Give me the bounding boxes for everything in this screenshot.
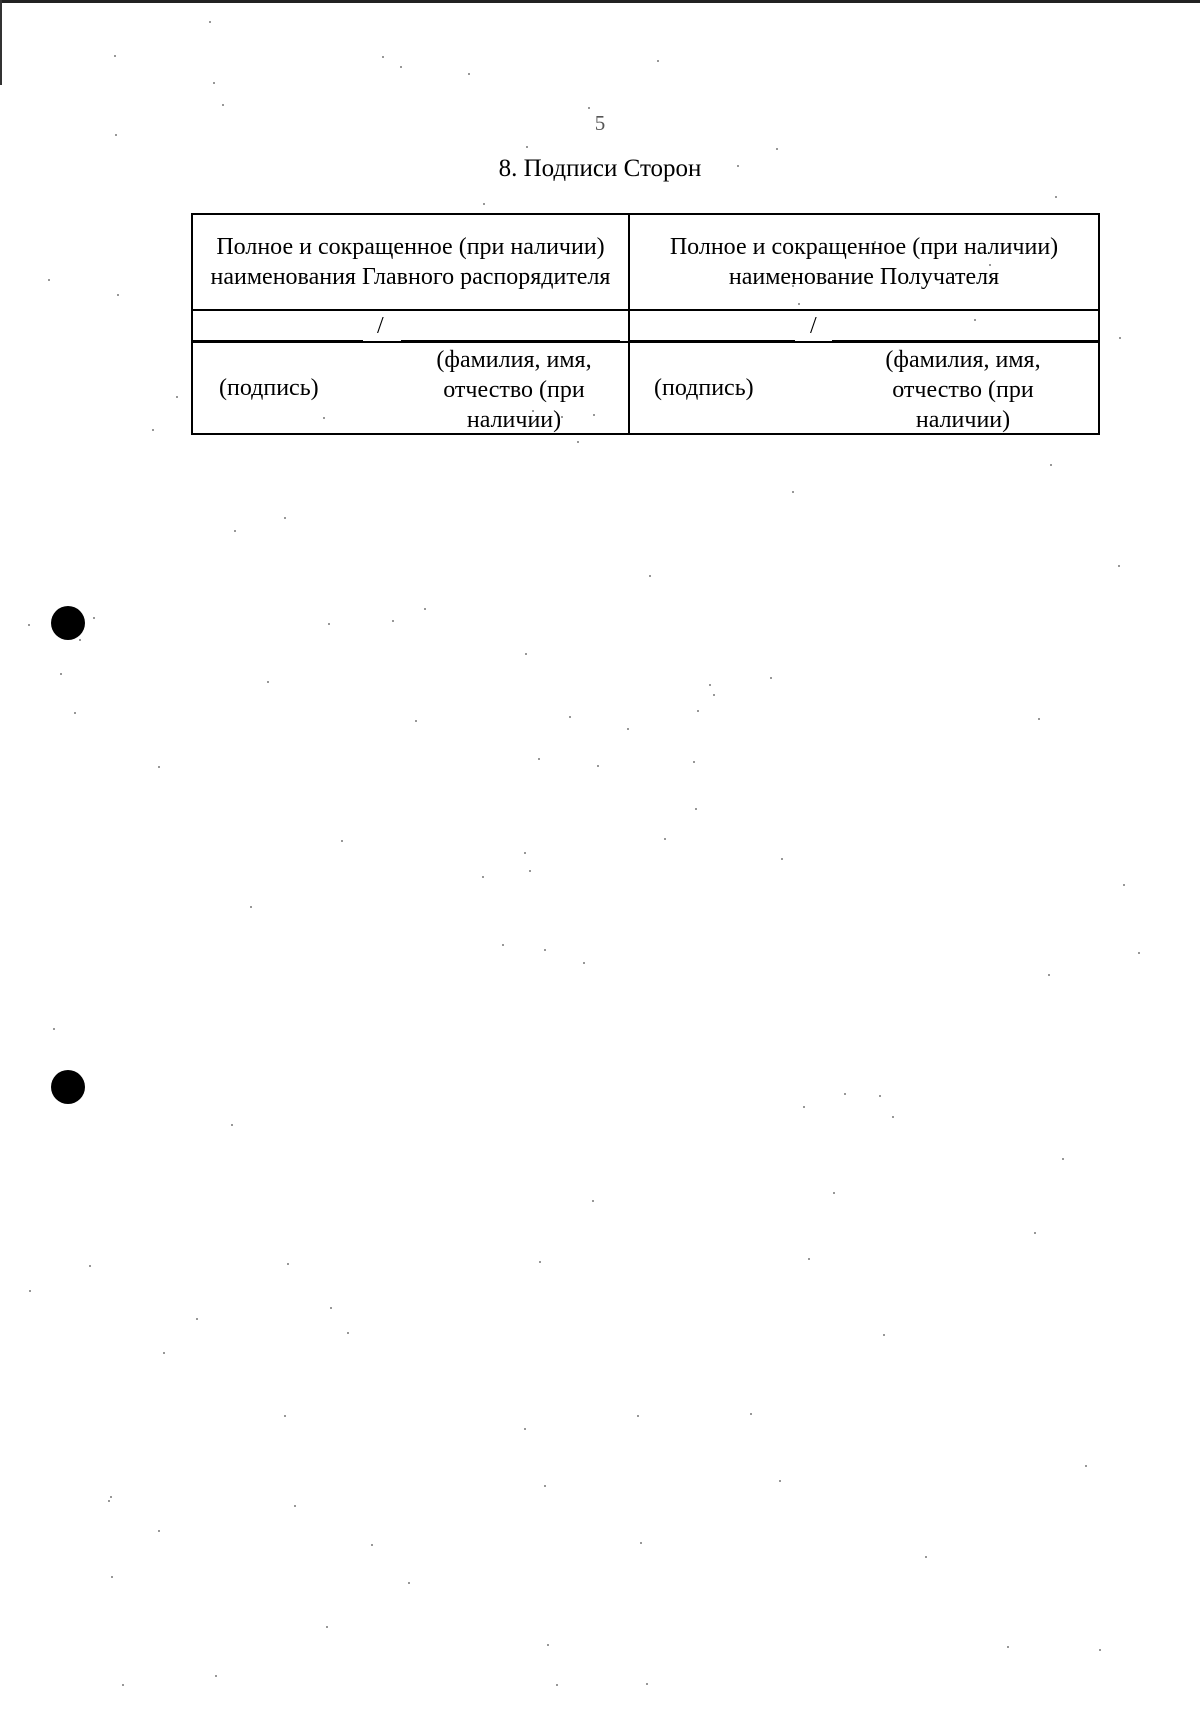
section-title: 8. Подписи Сторон bbox=[498, 155, 702, 182]
scan-speck bbox=[222, 104, 224, 106]
scan-speck bbox=[502, 944, 504, 946]
scan-speck bbox=[1055, 196, 1057, 198]
scan-speck bbox=[79, 639, 81, 641]
scan-speck bbox=[592, 1200, 594, 1202]
scan-speck bbox=[108, 1500, 110, 1502]
scan-speck bbox=[284, 517, 286, 519]
left-party-header: Полное и сокращенное (при наличии) наименования Главного распорядителя bbox=[193, 215, 630, 311]
scan-speck bbox=[538, 758, 540, 760]
scan-speck bbox=[250, 906, 252, 908]
scan-speck bbox=[1119, 337, 1121, 339]
scan-speck bbox=[583, 962, 585, 964]
scan-speck bbox=[627, 728, 629, 730]
scan-speck bbox=[524, 1428, 526, 1430]
scan-speck bbox=[48, 279, 50, 281]
scan-speck bbox=[392, 620, 394, 622]
scan-speck bbox=[709, 684, 711, 686]
scan-speck bbox=[287, 1263, 289, 1265]
signature-table bbox=[191, 213, 1100, 435]
signature-caption: (подпись) bbox=[219, 375, 319, 401]
punch-hole bbox=[51, 606, 85, 640]
scan-speck bbox=[400, 66, 402, 68]
scan-speck bbox=[158, 1530, 160, 1532]
scan-speck bbox=[781, 858, 783, 860]
full-name-caption: (фамилия, имя, отчество (при наличии) bbox=[885, 347, 1041, 433]
scan-speck bbox=[326, 1626, 328, 1628]
scan-speck bbox=[60, 673, 62, 675]
signature-line bbox=[193, 340, 363, 341]
scan-speck bbox=[330, 1307, 332, 1309]
scan-speck bbox=[577, 441, 579, 443]
scan-speck bbox=[539, 1261, 541, 1263]
scan-speck bbox=[294, 1505, 296, 1507]
scan-speck bbox=[803, 1106, 805, 1108]
scan-speck bbox=[209, 21, 211, 23]
scan-speck bbox=[347, 1332, 349, 1334]
scan-speck bbox=[415, 720, 417, 722]
scan-speck bbox=[637, 1415, 639, 1417]
scan-speck bbox=[646, 1683, 648, 1685]
scan-speck bbox=[482, 876, 484, 878]
scan-speck bbox=[649, 575, 651, 577]
scan-speck bbox=[547, 1644, 549, 1646]
scan-speck bbox=[883, 1334, 885, 1336]
right-signature-labels bbox=[630, 343, 1098, 433]
scan-speck bbox=[424, 608, 426, 610]
right-signature-line-row bbox=[630, 311, 1098, 343]
scan-speck bbox=[1038, 718, 1040, 720]
scan-speck bbox=[122, 1684, 124, 1686]
scan-speck bbox=[213, 82, 215, 84]
scan-speck bbox=[808, 1258, 810, 1260]
scan-speck bbox=[695, 808, 697, 810]
scan-speck bbox=[544, 949, 546, 951]
scan-speck bbox=[267, 681, 269, 683]
scan-speck bbox=[524, 852, 526, 854]
scan-speck bbox=[693, 761, 695, 763]
scan-speck bbox=[231, 1124, 233, 1126]
scan-speck bbox=[89, 1265, 91, 1267]
scan-speck bbox=[1099, 1649, 1101, 1651]
scan-edge bbox=[0, 0, 2, 85]
scan-speck bbox=[176, 396, 178, 398]
scan-speck bbox=[588, 107, 590, 109]
scan-speck bbox=[526, 146, 528, 148]
scan-speck bbox=[468, 73, 470, 75]
full-name-caption: (фамилия, имя, отчество (при наличии) bbox=[436, 347, 592, 433]
scan-speck bbox=[328, 623, 330, 625]
scan-speck bbox=[597, 765, 599, 767]
scan-speck bbox=[792, 491, 794, 493]
scan-speck bbox=[544, 1485, 546, 1487]
scan-speck bbox=[117, 294, 119, 296]
scan-speck bbox=[371, 1544, 373, 1546]
scan-speck bbox=[111, 1576, 113, 1578]
scan-speck bbox=[1034, 1232, 1036, 1234]
scan-speck bbox=[110, 1496, 112, 1498]
scan-speck bbox=[1118, 565, 1120, 567]
scan-speck bbox=[234, 530, 236, 532]
scan-speck bbox=[892, 1116, 894, 1118]
scan-speck bbox=[93, 617, 95, 619]
scan-speck bbox=[1062, 1158, 1064, 1160]
scan-speck bbox=[28, 624, 30, 626]
scan-speck bbox=[53, 1028, 55, 1030]
scan-speck bbox=[925, 1556, 927, 1558]
left-signature-labels bbox=[193, 343, 630, 433]
scan-speck bbox=[1007, 1646, 1009, 1648]
scan-speck bbox=[664, 838, 666, 840]
scan-speck bbox=[1085, 1465, 1087, 1467]
scan-speck bbox=[556, 1684, 558, 1686]
signature-line bbox=[630, 340, 795, 341]
scan-speck bbox=[833, 1192, 835, 1194]
signature-caption: (подпись) bbox=[654, 375, 754, 401]
scan-speck bbox=[29, 1290, 31, 1292]
scan-speck bbox=[114, 55, 116, 57]
scan-speck bbox=[879, 1095, 881, 1097]
scan-edge bbox=[0, 0, 1200, 3]
separator-slash: / bbox=[377, 313, 384, 339]
scan-speck bbox=[779, 1480, 781, 1482]
scan-speck bbox=[74, 712, 76, 714]
name-line bbox=[401, 340, 620, 341]
right-party-header: Полное и сокращенное (при наличии) наименование Получателя bbox=[630, 215, 1098, 311]
scan-speck bbox=[529, 870, 531, 872]
scan-speck bbox=[158, 766, 160, 768]
scan-speck bbox=[569, 716, 571, 718]
scan-speck bbox=[770, 677, 772, 679]
scan-speck bbox=[697, 710, 699, 712]
name-line bbox=[832, 340, 1098, 341]
scan-speck bbox=[152, 429, 154, 431]
scan-speck bbox=[408, 1582, 410, 1584]
punch-hole bbox=[51, 1070, 85, 1104]
scan-speck bbox=[657, 60, 659, 62]
scan-speck bbox=[713, 694, 715, 696]
scan-speck bbox=[284, 1415, 286, 1417]
scan-speck bbox=[750, 1413, 752, 1415]
scan-speck bbox=[215, 1675, 217, 1677]
scan-speck bbox=[382, 56, 384, 58]
scan-speck bbox=[163, 1352, 165, 1354]
scan-speck bbox=[1048, 974, 1050, 976]
scan-speck bbox=[341, 840, 343, 842]
scan-speck bbox=[1123, 884, 1125, 886]
scan-speck bbox=[196, 1318, 198, 1320]
scan-speck bbox=[483, 203, 485, 205]
scan-speck bbox=[1050, 464, 1052, 466]
scan-speck bbox=[776, 148, 778, 150]
page-number: 5 bbox=[594, 111, 606, 135]
left-signature-line-row bbox=[193, 311, 630, 343]
separator-slash: / bbox=[810, 313, 817, 339]
scan-speck bbox=[844, 1093, 846, 1095]
scan-speck bbox=[525, 653, 527, 655]
scan-speck bbox=[1138, 952, 1140, 954]
scan-speck bbox=[640, 1542, 642, 1544]
